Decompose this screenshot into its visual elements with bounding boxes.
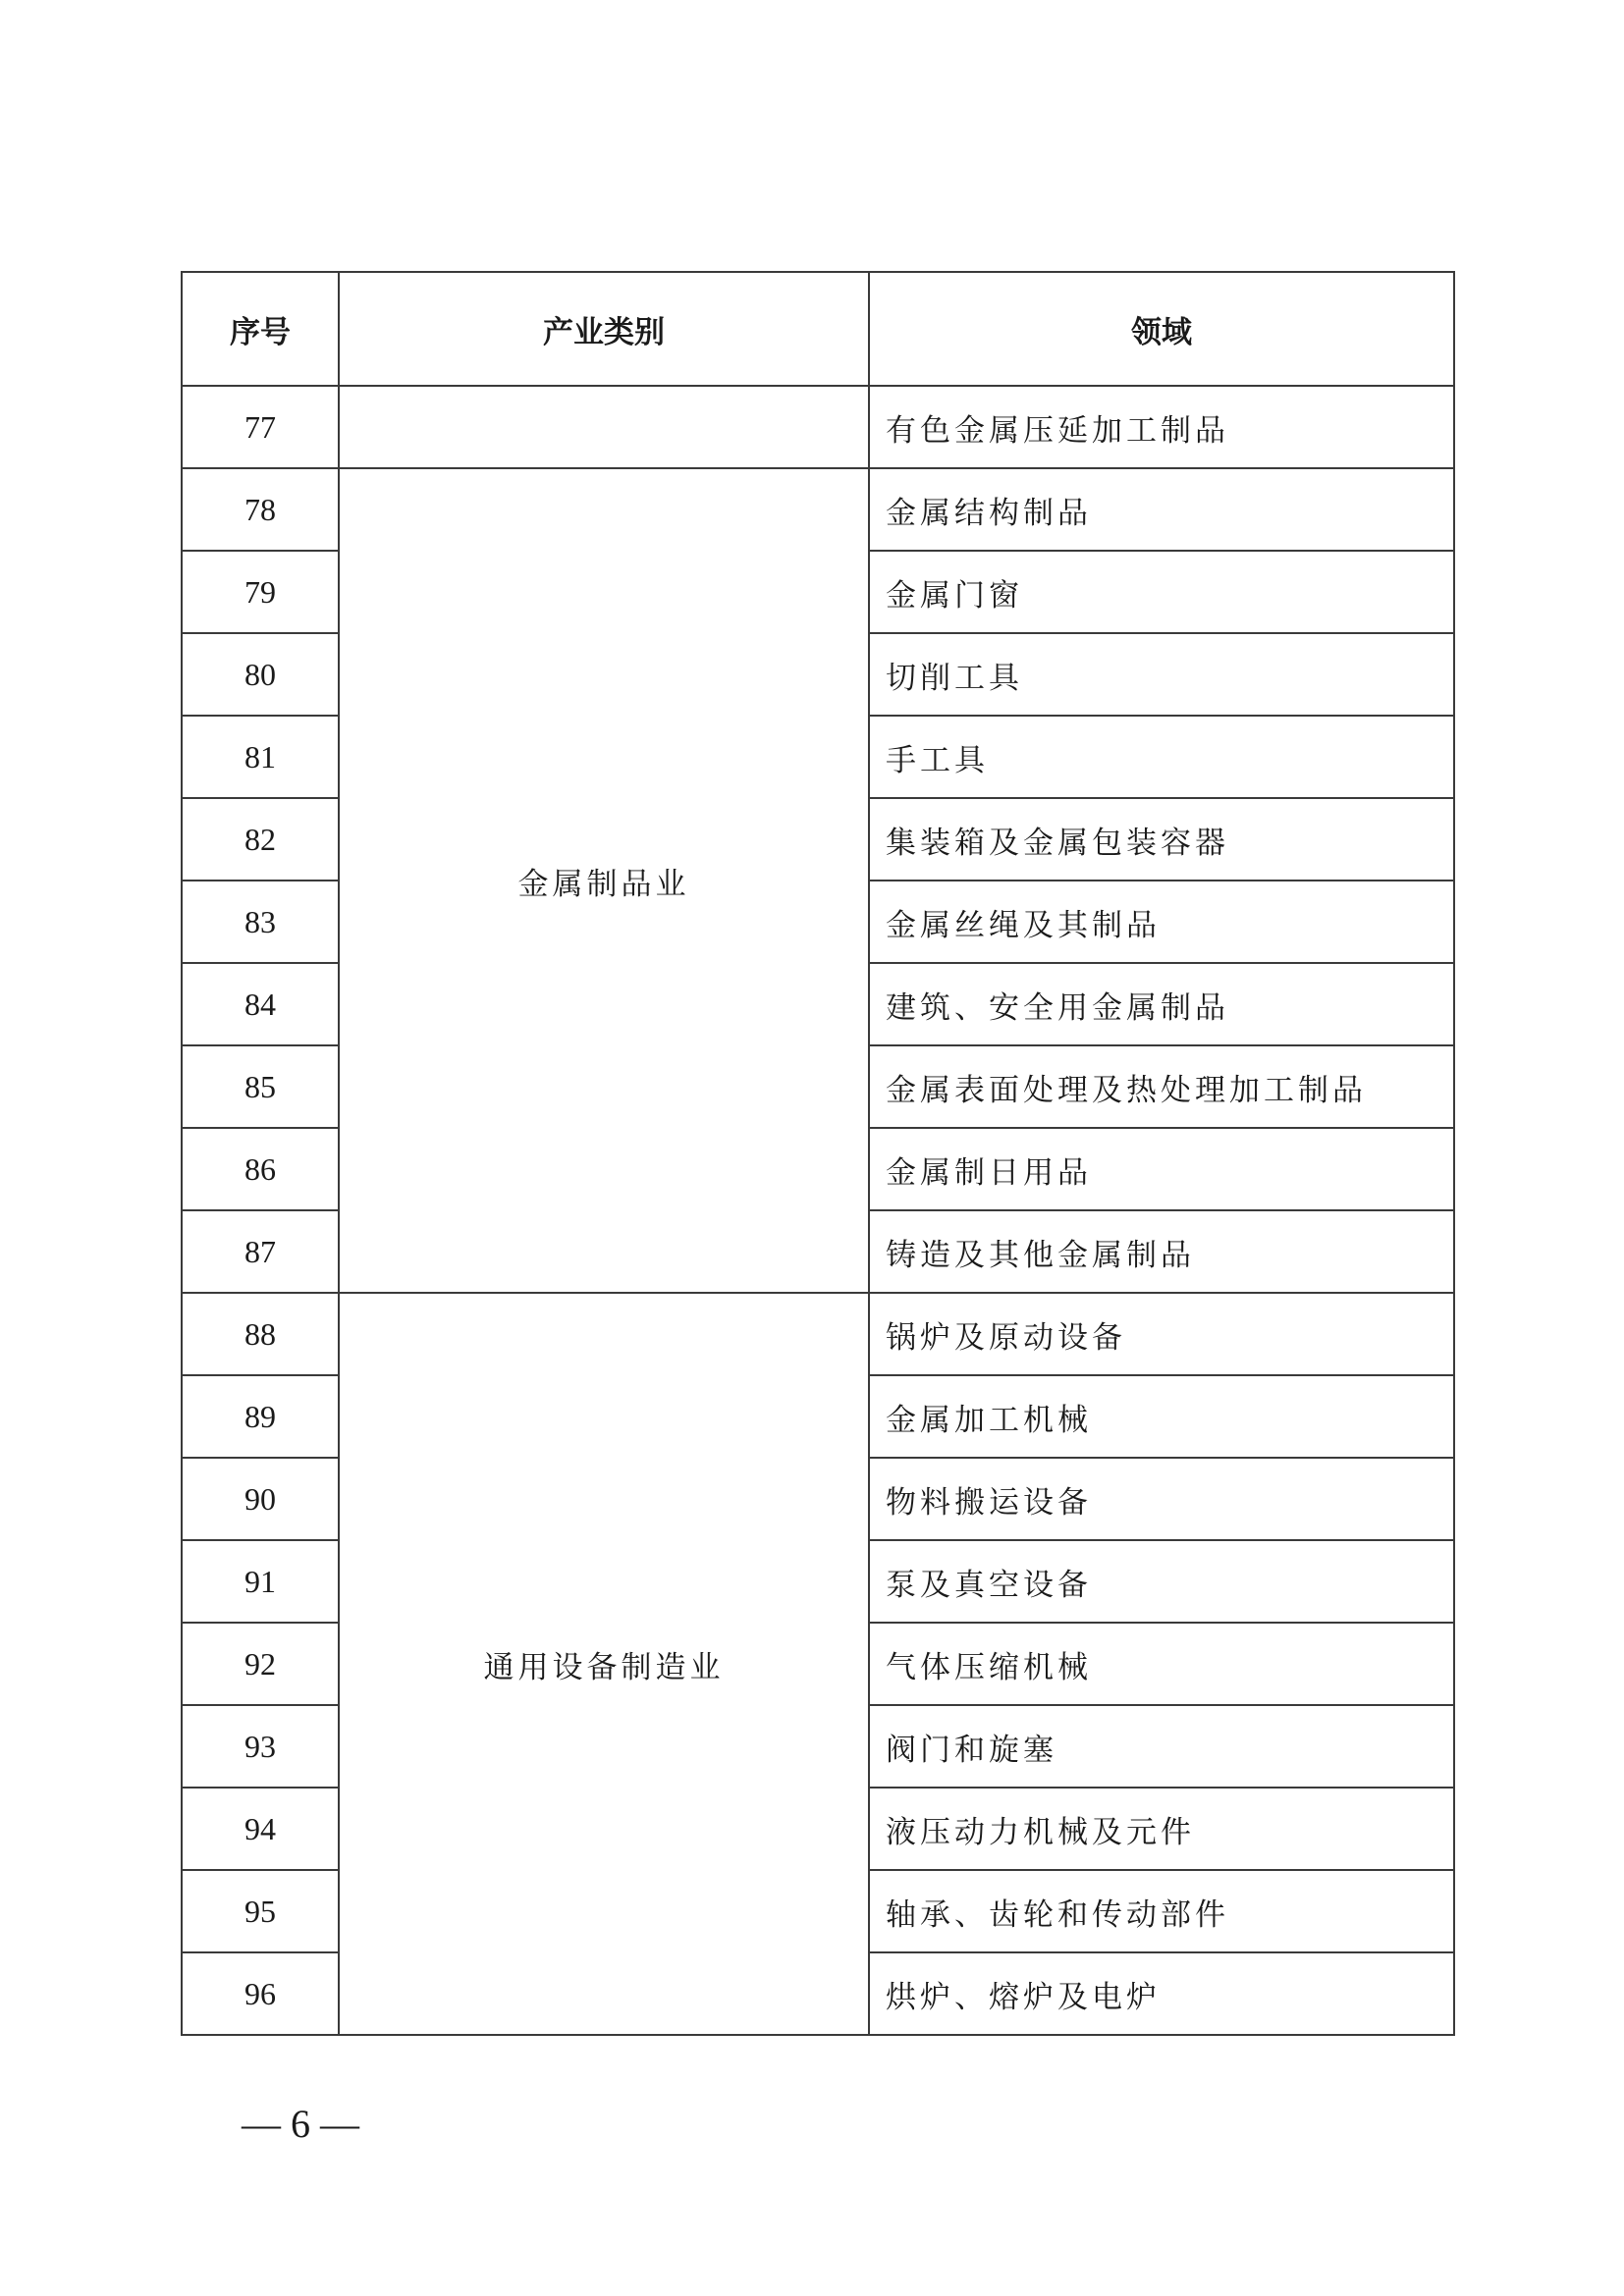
row-number: 89 bbox=[182, 1375, 339, 1458]
row-number: 95 bbox=[182, 1870, 339, 1952]
row-field: 手工具 bbox=[869, 716, 1454, 798]
row-number: 90 bbox=[182, 1458, 339, 1540]
row-field: 切削工具 bbox=[869, 633, 1454, 716]
row-field: 铸造及其他金属制品 bbox=[869, 1210, 1454, 1293]
table-header-row bbox=[182, 272, 1454, 386]
header-industry-category: 产业类别 bbox=[339, 272, 869, 386]
row-field: 锅炉及原动设备 bbox=[869, 1293, 1454, 1375]
row-number: 93 bbox=[182, 1705, 339, 1788]
category-cell-metal-products: 金属制品业 bbox=[339, 468, 869, 1293]
row-field: 阀门和旋塞 bbox=[869, 1705, 1454, 1788]
row-number: 96 bbox=[182, 1952, 339, 2035]
row-field: 物料搬运设备 bbox=[869, 1458, 1454, 1540]
row-field: 金属制日用品 bbox=[869, 1128, 1454, 1210]
industry-table bbox=[181, 271, 1455, 2036]
row-number: 82 bbox=[182, 798, 339, 881]
table-row bbox=[182, 386, 1454, 468]
row-number: 84 bbox=[182, 963, 339, 1045]
row-field: 金属表面处理及热处理加工制品 bbox=[869, 1045, 1454, 1128]
row-field: 液压动力机械及元件 bbox=[869, 1788, 1454, 1870]
header-field: 领域 bbox=[869, 272, 1454, 386]
row-number: 91 bbox=[182, 1540, 339, 1623]
row-number: 80 bbox=[182, 633, 339, 716]
row-field: 金属丝绳及其制品 bbox=[869, 881, 1454, 963]
row-field: 金属加工机械 bbox=[869, 1375, 1454, 1458]
row-field: 建筑、安全用金属制品 bbox=[869, 963, 1454, 1045]
row-field: 烘炉、熔炉及电炉 bbox=[869, 1952, 1454, 2035]
row-number: 85 bbox=[182, 1045, 339, 1128]
row-field: 集装箱及金属包装容器 bbox=[869, 798, 1454, 881]
header-serial-number: 序号 bbox=[182, 272, 339, 386]
row-field: 金属结构制品 bbox=[869, 468, 1454, 551]
row-number: 94 bbox=[182, 1788, 339, 1870]
row-number: 92 bbox=[182, 1623, 339, 1705]
row-number: 86 bbox=[182, 1128, 339, 1210]
row-field: 气体压缩机械 bbox=[869, 1623, 1454, 1705]
row-field: 泵及真空设备 bbox=[869, 1540, 1454, 1623]
row-number: 88 bbox=[182, 1293, 339, 1375]
row-number: 77 bbox=[182, 386, 339, 468]
row-field: 轴承、齿轮和传动部件 bbox=[869, 1870, 1454, 1952]
category-cell-general-equipment: 通用设备制造业 bbox=[339, 1293, 869, 2035]
page-number: — 6 — bbox=[242, 2102, 359, 2146]
category-cell-empty bbox=[339, 386, 869, 468]
row-number: 81 bbox=[182, 716, 339, 798]
row-field: 金属门窗 bbox=[869, 551, 1454, 633]
row-number: 78 bbox=[182, 468, 339, 551]
table-row bbox=[182, 1293, 1454, 1375]
row-number: 83 bbox=[182, 881, 339, 963]
table-row bbox=[182, 468, 1454, 551]
row-number: 79 bbox=[182, 551, 339, 633]
row-field: 有色金属压延加工制品 bbox=[869, 386, 1454, 468]
row-number: 87 bbox=[182, 1210, 339, 1293]
